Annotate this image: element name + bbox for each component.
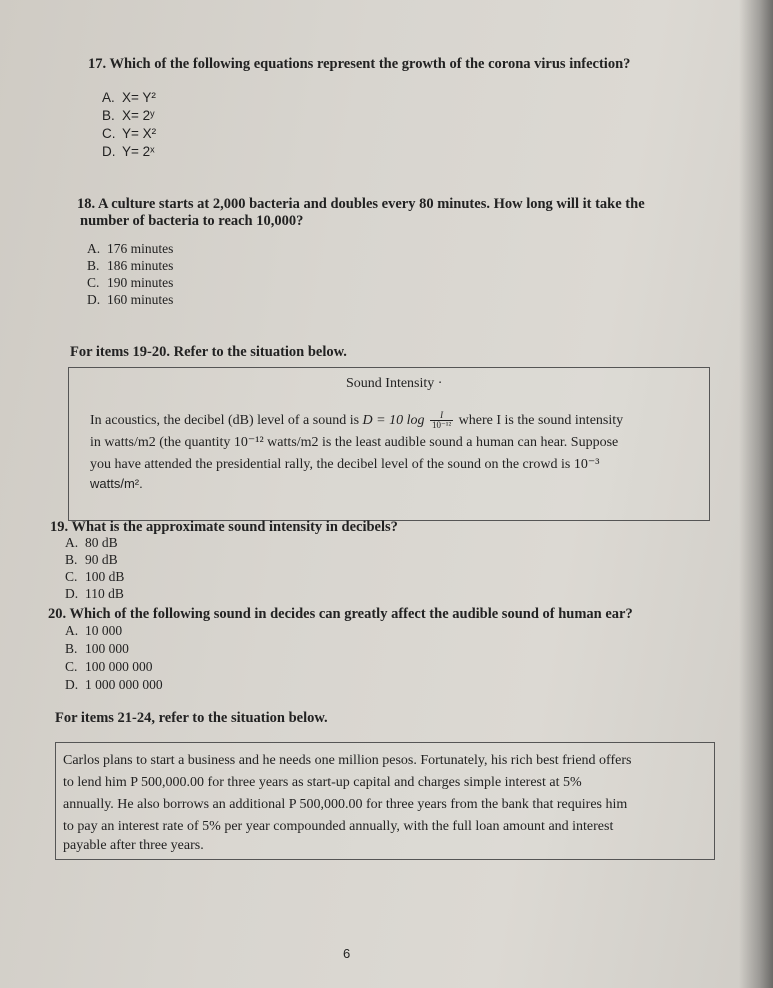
box-title: Sound Intensity · <box>346 376 443 391</box>
q20-option-c: C. 100 000 000 <box>65 659 153 674</box>
items-21-24-heading: For items 21-24, refer to the situation below. <box>55 710 328 726</box>
page-number: 6 <box>343 946 351 961</box>
q18-option-c: C. 190 minutes <box>87 275 174 290</box>
question-18-stem-line2: number of bacteria to reach 10,000? <box>80 213 304 229</box>
q17-option-c: C. Y= X² <box>102 126 157 141</box>
q18-option-d: D. 160 minutes <box>87 292 174 307</box>
carlos-line-1: Carlos plans to start a business and he needs one million pesos. Fortunately, his rich best friend offers <box>63 753 632 768</box>
q19-option-a: A. 80 dB <box>65 535 118 550</box>
question-18-stem-line1: 18. A culture starts at 2,000 bacteria and doubles every 80 minutes. How long will it take the <box>77 196 645 212</box>
box-line-2: in watts/m2 (the quantity 10⁻¹² watts/m2 is the least audible sound a human can hear. Suppose <box>90 435 619 450</box>
q17-option-b: B. X= 2ʸ <box>102 108 155 123</box>
q19-option-c: C. 100 dB <box>65 569 125 584</box>
q20-option-b: B. 100 000 <box>65 641 129 656</box>
carlos-line-5: payable after three years. <box>63 838 204 853</box>
intensity-fraction: $\frac{I}{\text{10⁻¹²}}$ <box>432 410 452 431</box>
q20-option-d: D. 1 000 000 000 <box>65 677 163 692</box>
q19-option-b: B. 90 dB <box>65 552 118 567</box>
q18-option-b: B. 186 minutes <box>87 258 174 273</box>
question-20-stem: 20. Which of the following sound in decides can greatly affect the audible sound of human ear? <box>48 606 633 622</box>
q17-option-a: A. X= Y² <box>102 90 156 105</box>
box-line-4: watts/m². <box>90 476 143 491</box>
items-19-20-heading: For items 19-20. Refer to the situation below. <box>70 344 347 360</box>
question-19-stem: 19. What is the approximate sound intensity in decibels? <box>50 519 398 535</box>
question-17-stem: 17. Which of the following equations represent the growth of the corona virus infection? <box>88 56 631 72</box>
q19-option-d: D. 110 dB <box>65 586 124 601</box>
q18-option-a: A. 176 minutes <box>87 241 174 256</box>
page-edge-shadow <box>739 0 773 988</box>
carlos-line-2: to lend him P 500,000.00 for three years as start-up capital and charges simple interest at 5% <box>63 775 582 790</box>
box-line-3: you have attended the presidential rally, the decibel level of the sound on the crowd is 10⁻³ <box>90 457 600 472</box>
q17-option-d: D. Y= 2ˣ <box>102 144 155 159</box>
carlos-line-3: annually. He also borrows an additional P 500,000.00 for three years from the bank that requires him <box>63 797 628 812</box>
box-line-1: In acoustics, the decibel (dB) level of a sound is D = 10 log $\frac{I}{\text{10⁻¹²}}$ where I is the sound intensity <box>90 410 624 431</box>
carlos-line-4: to pay an interest rate of 5% per year compounded annually, with the full loan amount and interest <box>63 819 614 834</box>
q20-option-a: A. 10 000 <box>65 623 123 638</box>
